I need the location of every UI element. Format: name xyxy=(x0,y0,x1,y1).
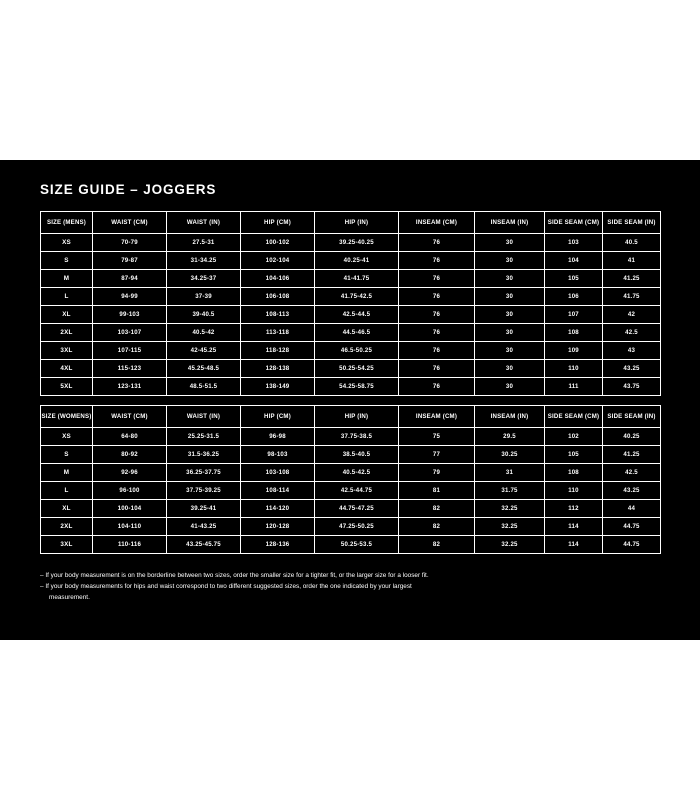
cell-side-seam-cm: 110 xyxy=(545,360,603,378)
cell-waist-in: 42-45.25 xyxy=(167,342,241,360)
table-row xyxy=(41,500,661,518)
cell-waist-cm: 100-104 xyxy=(93,500,167,518)
cell-inseam-in: 30.25 xyxy=(475,446,545,464)
column-header-size: SIZE (MENS) xyxy=(41,212,93,234)
column-header-inseam-in: INSEAM (IN) xyxy=(475,406,545,428)
cell-hip-cm: 103-108 xyxy=(241,464,315,482)
cell-side-seam-in: 40.5 xyxy=(603,234,661,252)
cell-hip-in: 47.25-50.25 xyxy=(315,518,399,536)
cell-side-seam-in: 42.5 xyxy=(603,464,661,482)
cell-inseam-in: 30 xyxy=(475,234,545,252)
cell-waist-in: 48.5-51.5 xyxy=(167,378,241,396)
cell-waist-in: 41-43.25 xyxy=(167,518,241,536)
cell-side-seam-cm: 112 xyxy=(545,500,603,518)
cell-side-seam-cm: 102 xyxy=(545,428,603,446)
cell-size: 2XL xyxy=(41,324,93,342)
fit-note-2-continuation: measurement. xyxy=(49,594,90,602)
cell-inseam-in: 32.25 xyxy=(475,536,545,554)
cell-hip-in: 40.5-42.5 xyxy=(315,464,399,482)
cell-side-seam-cm: 108 xyxy=(545,464,603,482)
cell-size: M xyxy=(41,464,93,482)
cell-waist-cm: 115-123 xyxy=(93,360,167,378)
cell-waist-cm: 80-92 xyxy=(93,446,167,464)
cell-inseam-cm: 76 xyxy=(399,252,475,270)
table-row xyxy=(41,482,661,500)
cell-waist-in: 31-34.25 xyxy=(167,252,241,270)
table-row xyxy=(41,270,661,288)
column-header-inseam-cm: INSEAM (CM) xyxy=(399,212,475,234)
cell-inseam-in: 30 xyxy=(475,324,545,342)
cell-inseam-in: 32.25 xyxy=(475,518,545,536)
cell-side-seam-in: 44.75 xyxy=(603,536,661,554)
cell-waist-cm: 64-80 xyxy=(93,428,167,446)
cell-inseam-cm: 76 xyxy=(399,324,475,342)
table-row xyxy=(41,234,661,252)
cell-side-seam-cm: 108 xyxy=(545,324,603,342)
fit-note-2: – If your body measurements for hips and waist correspond to two different suggested sizes, order the one indicated by your largest xyxy=(40,583,412,591)
cell-side-seam-in: 41.75 xyxy=(603,288,661,306)
cell-side-seam-in: 41.25 xyxy=(603,446,661,464)
cell-side-seam-cm: 111 xyxy=(545,378,603,396)
cell-inseam-cm: 82 xyxy=(399,518,475,536)
cell-hip-cm: 120-128 xyxy=(241,518,315,536)
cell-side-seam-in: 41 xyxy=(603,252,661,270)
cell-hip-in: 41.75-42.5 xyxy=(315,288,399,306)
cell-side-seam-in: 41.25 xyxy=(603,270,661,288)
cell-hip-in: 40.25-41 xyxy=(315,252,399,270)
table-row xyxy=(41,324,661,342)
column-header-waist-cm: WAIST (CM) xyxy=(93,406,167,428)
cell-size: 3XL xyxy=(41,536,93,554)
cell-hip-cm: 102-104 xyxy=(241,252,315,270)
cell-inseam-cm: 82 xyxy=(399,536,475,554)
column-header-waist-in: WAIST (IN) xyxy=(167,406,241,428)
column-header-hip-in: HIP (IN) xyxy=(315,212,399,234)
cell-side-seam-in: 43.75 xyxy=(603,378,661,396)
column-header-side-seam-in: SIDE SEAM (IN) xyxy=(603,406,661,428)
cell-size: M xyxy=(41,270,93,288)
cell-waist-cm: 79-87 xyxy=(93,252,167,270)
cell-waist-in: 36.25-37.75 xyxy=(167,464,241,482)
cell-side-seam-cm: 110 xyxy=(545,482,603,500)
column-header-side-seam-in: SIDE SEAM (IN) xyxy=(603,212,661,234)
page-title: SIZE GUIDE – JOGGERS xyxy=(40,182,217,197)
cell-inseam-in: 30 xyxy=(475,342,545,360)
cell-side-seam-in: 40.25 xyxy=(603,428,661,446)
cell-hip-in: 38.5-40.5 xyxy=(315,446,399,464)
table-row xyxy=(41,288,661,306)
cell-hip-cm: 108-114 xyxy=(241,482,315,500)
column-header-size: SIZE (WOMENS) xyxy=(41,406,93,428)
cell-inseam-cm: 76 xyxy=(399,234,475,252)
fit-notes xyxy=(40,570,660,604)
cell-waist-cm: 87-94 xyxy=(93,270,167,288)
cell-side-seam-in: 44 xyxy=(603,500,661,518)
cell-waist-cm: 92-96 xyxy=(93,464,167,482)
cell-hip-cm: 114-120 xyxy=(241,500,315,518)
cell-hip-cm: 128-138 xyxy=(241,360,315,378)
cell-hip-in: 44.5-46.5 xyxy=(315,324,399,342)
table-header-row xyxy=(41,212,661,234)
cell-waist-in: 37.75-39.25 xyxy=(167,482,241,500)
cell-inseam-in: 31 xyxy=(475,464,545,482)
cell-hip-in: 42.5-44.5 xyxy=(315,306,399,324)
cell-inseam-cm: 77 xyxy=(399,446,475,464)
table-row xyxy=(41,446,661,464)
cell-hip-in: 37.75-38.5 xyxy=(315,428,399,446)
cell-inseam-in: 30 xyxy=(475,306,545,324)
cell-side-seam-cm: 104 xyxy=(545,252,603,270)
cell-side-seam-cm: 106 xyxy=(545,288,603,306)
cell-inseam-cm: 79 xyxy=(399,464,475,482)
column-header-hip-in: HIP (IN) xyxy=(315,406,399,428)
column-header-inseam-in: INSEAM (IN) xyxy=(475,212,545,234)
cell-side-seam-cm: 107 xyxy=(545,306,603,324)
cell-waist-in: 27.5-31 xyxy=(167,234,241,252)
cell-hip-in: 42.5-44.75 xyxy=(315,482,399,500)
cell-inseam-in: 30 xyxy=(475,360,545,378)
cell-hip-cm: 113-118 xyxy=(241,324,315,342)
cell-size: L xyxy=(41,482,93,500)
cell-waist-cm: 107-115 xyxy=(93,342,167,360)
cell-hip-in: 50.25-54.25 xyxy=(315,360,399,378)
column-header-hip-cm: HIP (CM) xyxy=(241,406,315,428)
cell-inseam-in: 31.75 xyxy=(475,482,545,500)
cell-inseam-cm: 81 xyxy=(399,482,475,500)
cell-waist-cm: 103-107 xyxy=(93,324,167,342)
cell-side-seam-in: 43.25 xyxy=(603,482,661,500)
cell-hip-cm: 128-136 xyxy=(241,536,315,554)
cell-side-seam-in: 42.5 xyxy=(603,324,661,342)
cell-size: S xyxy=(41,252,93,270)
cell-inseam-in: 30 xyxy=(475,270,545,288)
cell-waist-cm: 110-116 xyxy=(93,536,167,554)
column-header-side-seam-cm: SIDE SEAM (CM) xyxy=(545,212,603,234)
cell-waist-in: 39.25-41 xyxy=(167,500,241,518)
cell-waist-in: 40.5-42 xyxy=(167,324,241,342)
cell-hip-cm: 100-102 xyxy=(241,234,315,252)
table-row xyxy=(41,518,661,536)
cell-inseam-cm: 76 xyxy=(399,360,475,378)
cell-hip-in: 46.5-50.25 xyxy=(315,342,399,360)
mens-size-table xyxy=(40,211,661,396)
cell-side-seam-in: 42 xyxy=(603,306,661,324)
cell-inseam-in: 30 xyxy=(475,252,545,270)
cell-size: XS xyxy=(41,428,93,446)
cell-size: 5XL xyxy=(41,378,93,396)
cell-waist-in: 34.25-37 xyxy=(167,270,241,288)
table-divider xyxy=(40,396,660,405)
cell-waist-cm: 99-103 xyxy=(93,306,167,324)
cell-side-seam-cm: 105 xyxy=(545,446,603,464)
cell-hip-in: 50.25-53.5 xyxy=(315,536,399,554)
cell-hip-cm: 118-128 xyxy=(241,342,315,360)
table-row xyxy=(41,464,661,482)
cell-inseam-in: 30 xyxy=(475,378,545,396)
column-header-inseam-cm: INSEAM (CM) xyxy=(399,406,475,428)
table-row xyxy=(41,252,661,270)
cell-side-seam-cm: 114 xyxy=(545,536,603,554)
cell-inseam-in: 30 xyxy=(475,288,545,306)
cell-inseam-in: 29.5 xyxy=(475,428,545,446)
cell-size: XS xyxy=(41,234,93,252)
cell-side-seam-in: 43 xyxy=(603,342,661,360)
cell-size: 2XL xyxy=(41,518,93,536)
cell-waist-in: 43.25-45.75 xyxy=(167,536,241,554)
cell-waist-cm: 70-79 xyxy=(93,234,167,252)
cell-waist-in: 45.25-48.5 xyxy=(167,360,241,378)
cell-inseam-cm: 82 xyxy=(399,500,475,518)
cell-inseam-cm: 76 xyxy=(399,306,475,324)
cell-side-seam-cm: 114 xyxy=(545,518,603,536)
cell-hip-in: 54.25-58.75 xyxy=(315,378,399,396)
cell-side-seam-cm: 109 xyxy=(545,342,603,360)
cell-inseam-cm: 76 xyxy=(399,270,475,288)
table-row xyxy=(41,536,661,554)
table-row xyxy=(41,306,661,324)
table-row xyxy=(41,428,661,446)
cell-side-seam-cm: 105 xyxy=(545,270,603,288)
cell-size: 3XL xyxy=(41,342,93,360)
womens-size-table xyxy=(40,405,661,554)
cell-waist-cm: 96-100 xyxy=(93,482,167,500)
cell-hip-in: 44.75-47.25 xyxy=(315,500,399,518)
cell-waist-cm: 94-99 xyxy=(93,288,167,306)
cell-side-seam-in: 44.75 xyxy=(603,518,661,536)
column-header-hip-cm: HIP (CM) xyxy=(241,212,315,234)
cell-hip-cm: 106-108 xyxy=(241,288,315,306)
size-guide-content xyxy=(40,182,660,604)
cell-waist-in: 39-40.5 xyxy=(167,306,241,324)
cell-waist-in: 37-39 xyxy=(167,288,241,306)
cell-waist-cm: 123-131 xyxy=(93,378,167,396)
cell-hip-in: 41-41.75 xyxy=(315,270,399,288)
cell-size: XL xyxy=(41,306,93,324)
cell-waist-cm: 104-110 xyxy=(93,518,167,536)
table-row xyxy=(41,378,661,396)
cell-hip-cm: 138-149 xyxy=(241,378,315,396)
table-row xyxy=(41,342,661,360)
cell-waist-in: 31.5-36.25 xyxy=(167,446,241,464)
cell-side-seam-in: 43.25 xyxy=(603,360,661,378)
column-header-waist-cm: WAIST (CM) xyxy=(93,212,167,234)
cell-waist-in: 25.25-31.5 xyxy=(167,428,241,446)
cell-inseam-cm: 75 xyxy=(399,428,475,446)
cell-inseam-cm: 76 xyxy=(399,342,475,360)
cell-hip-in: 39.25-40.25 xyxy=(315,234,399,252)
cell-size: 4XL xyxy=(41,360,93,378)
cell-inseam-cm: 76 xyxy=(399,288,475,306)
fit-note-1: – If your body measurement is on the borderline between two sizes, order the smaller size for a tighter fit, or the larger size for a looser fit. xyxy=(40,572,429,579)
cell-inseam-cm: 76 xyxy=(399,378,475,396)
table-row xyxy=(41,360,661,378)
column-header-side-seam-cm: SIDE SEAM (CM) xyxy=(545,406,603,428)
cell-hip-cm: 98-103 xyxy=(241,446,315,464)
cell-size: XL xyxy=(41,500,93,518)
cell-hip-cm: 96-98 xyxy=(241,428,315,446)
cell-inseam-in: 32.25 xyxy=(475,500,545,518)
cell-hip-cm: 108-113 xyxy=(241,306,315,324)
column-header-waist-in: WAIST (IN) xyxy=(167,212,241,234)
cell-hip-cm: 104-106 xyxy=(241,270,315,288)
cell-size: S xyxy=(41,446,93,464)
table-header-row xyxy=(41,406,661,428)
size-guide-panel xyxy=(0,160,700,640)
cell-side-seam-cm: 103 xyxy=(545,234,603,252)
cell-size: L xyxy=(41,288,93,306)
